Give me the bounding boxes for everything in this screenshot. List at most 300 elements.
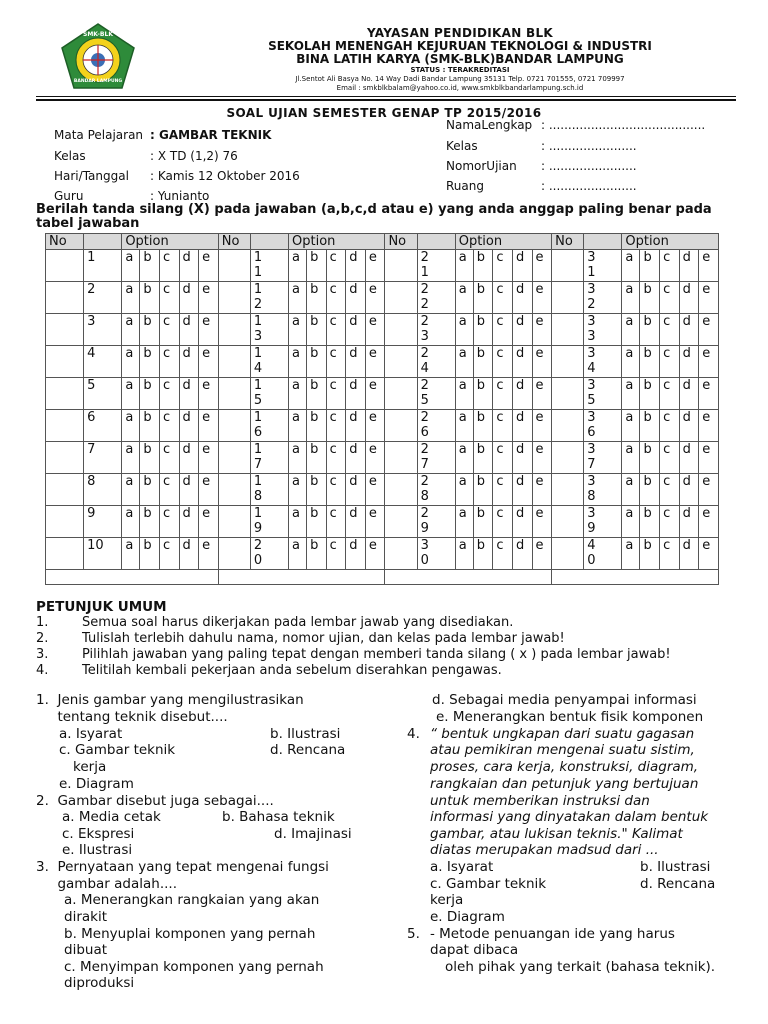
question-number: 7 <box>84 442 122 474</box>
answer-blank-cell[interactable] <box>46 282 84 314</box>
question-number: 4 <box>84 346 122 378</box>
option-cell-d[interactable]: d <box>679 442 699 474</box>
option-cell-e[interactable]: e <box>532 442 552 474</box>
option-cell-e[interactable]: e <box>699 250 719 282</box>
option-cell-a[interactable]: a <box>122 442 140 474</box>
option-cell-c[interactable]: c <box>159 538 179 570</box>
option-cell-b[interactable]: b <box>140 538 160 570</box>
option-cell-b[interactable]: b <box>473 250 493 282</box>
option-cell-e[interactable]: e <box>365 474 385 506</box>
option-cell-a[interactable]: a <box>289 442 307 474</box>
option-cell-c[interactable]: c <box>326 410 346 442</box>
option-cell-b[interactable]: b <box>307 474 327 506</box>
header-no: No <box>552 234 584 250</box>
q4-opt-c: c. Gambar teknik <box>430 876 547 892</box>
option-cell-d[interactable]: d <box>346 346 366 378</box>
option-cell-c[interactable]: c <box>660 474 680 506</box>
info-left-value-0: : GAMBAR TEKNIK <box>150 128 272 142</box>
option-cell-c[interactable]: c <box>660 378 680 410</box>
option-cell-b[interactable]: b <box>307 410 327 442</box>
option-cell-c[interactable]: c <box>159 250 179 282</box>
option-cell-b[interactable]: b <box>307 250 327 282</box>
option-cell-e[interactable]: e <box>532 410 552 442</box>
option-cell-b[interactable]: b <box>307 378 327 410</box>
answer-blank-cell[interactable] <box>385 538 417 570</box>
logo-top-text: SMK-BLK <box>83 31 113 38</box>
option-cell-a[interactable]: a <box>622 506 640 538</box>
option-cell-b[interactable]: b <box>640 442 660 474</box>
option-cell-d[interactable]: d <box>179 410 199 442</box>
answer-blank-cell[interactable] <box>46 506 84 538</box>
option-cell-b[interactable]: b <box>640 250 660 282</box>
option-cell-c[interactable]: c <box>493 410 513 442</box>
answer-blank-cell[interactable] <box>218 282 250 314</box>
option-cell-e[interactable]: e <box>532 378 552 410</box>
answer-blank-cell[interactable] <box>46 378 84 410</box>
answer-blank-cell[interactable] <box>218 314 250 346</box>
answer-blank-cell[interactable] <box>385 250 417 282</box>
option-cell-c[interactable]: c <box>159 474 179 506</box>
option-cell-c[interactable]: c <box>493 378 513 410</box>
answer-blank-cell[interactable] <box>218 410 250 442</box>
option-cell-c[interactable]: c <box>326 250 346 282</box>
answer-blank-cell[interactable] <box>552 250 584 282</box>
info-right-value-2: : ....................... <box>541 159 637 173</box>
answer-blank-cell[interactable] <box>218 474 250 506</box>
answer-blank-cell[interactable] <box>46 442 84 474</box>
table-row <box>46 410 719 442</box>
option-cell-e[interactable]: e <box>365 250 385 282</box>
option-cell-b[interactable]: b <box>307 442 327 474</box>
option-cell-e[interactable]: e <box>532 506 552 538</box>
answer-blank-cell[interactable] <box>218 538 250 570</box>
answer-blank-cell[interactable] <box>385 346 417 378</box>
option-cell-a[interactable]: a <box>455 442 473 474</box>
option-cell-c[interactable]: c <box>660 250 680 282</box>
option-cell-a[interactable]: a <box>122 506 140 538</box>
header-foundation: YAYASAN PENDIDIKAN BLK <box>366 26 554 40</box>
option-cell-d[interactable]: d <box>346 538 366 570</box>
answer-blank-cell[interactable] <box>552 442 584 474</box>
question-number: 3 1 <box>584 250 622 282</box>
option-cell-d[interactable]: d <box>179 250 199 282</box>
option-cell-d[interactable]: d <box>179 506 199 538</box>
answer-blank-cell[interactable] <box>46 314 84 346</box>
option-cell-b[interactable]: b <box>140 250 160 282</box>
table-row <box>46 250 719 282</box>
option-cell-a[interactable]: a <box>122 474 140 506</box>
option-cell-b[interactable]: b <box>307 506 327 538</box>
petunjuk-text-2: Pilihlah jawaban yang paling tepat dengan memberi tanda silang ( x ) pada lembar jawab! <box>82 647 671 662</box>
option-cell-b[interactable]: b <box>473 538 493 570</box>
option-cell-b[interactable]: b <box>140 506 160 538</box>
option-cell-c[interactable]: c <box>493 538 513 570</box>
option-cell-a[interactable]: a <box>622 410 640 442</box>
option-cell-d[interactable]: d <box>679 250 699 282</box>
option-cell-d[interactable]: d <box>512 538 532 570</box>
option-cell-c[interactable]: c <box>326 474 346 506</box>
question-number: 2 <box>84 282 122 314</box>
header-divider-2 <box>36 99 736 101</box>
option-cell-e[interactable]: e <box>365 442 385 474</box>
answer-blank-cell[interactable] <box>552 346 584 378</box>
option-cell-d[interactable]: d <box>512 506 532 538</box>
answer-blank-cell[interactable] <box>385 282 417 314</box>
option-cell-c[interactable]: c <box>326 442 346 474</box>
option-cell-b[interactable]: b <box>307 282 327 314</box>
option-cell-a[interactable]: a <box>289 282 307 314</box>
option-cell-a[interactable]: a <box>455 282 473 314</box>
q1-line2: tentang teknik disebut.... <box>36 709 228 725</box>
option-cell-e[interactable]: e <box>532 538 552 570</box>
option-cell-b[interactable]: b <box>140 410 160 442</box>
option-cell-b[interactable]: b <box>473 378 493 410</box>
option-cell-e[interactable]: e <box>699 506 719 538</box>
answer-blank-cell[interactable] <box>385 378 417 410</box>
option-cell-d[interactable]: d <box>679 314 699 346</box>
question-number: 2 7 <box>417 442 455 474</box>
option-cell-b[interactable]: b <box>640 506 660 538</box>
answer-blank-cell[interactable] <box>385 474 417 506</box>
option-cell-b[interactable]: b <box>640 282 660 314</box>
option-cell-c[interactable]: c <box>159 282 179 314</box>
option-cell-c[interactable]: c <box>159 346 179 378</box>
option-cell-d[interactable]: d <box>179 442 199 474</box>
petunjuk-text-0: Semua soal harus dikerjakan pada lembar jawab yang disediakan. <box>82 615 514 630</box>
option-cell-e[interactable]: e <box>699 410 719 442</box>
option-cell-e[interactable]: e <box>699 282 719 314</box>
question-number: 2 4 <box>417 346 455 378</box>
option-cell-e[interactable]: e <box>199 314 219 346</box>
option-cell-b[interactable]: b <box>140 378 160 410</box>
table-row <box>46 314 719 346</box>
question-number: 3 4 <box>584 346 622 378</box>
option-cell-e[interactable]: e <box>199 282 219 314</box>
option-cell-c[interactable]: c <box>660 410 680 442</box>
q4-line6: informasi yang dinyatakan dalam bentuk <box>430 809 709 825</box>
question-number: 3 7 <box>584 442 622 474</box>
header-no: No <box>385 234 417 250</box>
option-cell-b[interactable]: b <box>640 314 660 346</box>
option-cell-e[interactable]: e <box>699 538 719 570</box>
answer-blank-cell[interactable] <box>46 538 84 570</box>
option-cell-c[interactable]: c <box>159 506 179 538</box>
info-left-label-0: Mata Pelajaran <box>54 128 144 142</box>
q1-opt-d: d. Rencana <box>270 742 346 758</box>
option-cell-d[interactable]: d <box>179 378 199 410</box>
answer-blank-cell[interactable] <box>552 410 584 442</box>
q4-line4: rangkaian dan petunjuk yang bertujuan <box>430 776 699 792</box>
option-cell-d[interactable]: d <box>346 410 366 442</box>
option-cell-b[interactable]: b <box>307 314 327 346</box>
q3-opt-b-cont: dibuat <box>64 942 108 958</box>
option-cell-b[interactable]: b <box>307 346 327 378</box>
option-cell-d[interactable]: d <box>179 538 199 570</box>
option-cell-c[interactable]: c <box>493 346 513 378</box>
option-cell-c[interactable]: c <box>493 442 513 474</box>
option-cell-d[interactable]: d <box>679 378 699 410</box>
option-cell-d[interactable]: d <box>179 346 199 378</box>
option-cell-b[interactable]: b <box>473 314 493 346</box>
option-cell-d[interactable]: d <box>179 282 199 314</box>
option-cell-d[interactable]: d <box>679 474 699 506</box>
q3-opt-e: e. Menerangkan bentuk fisik komponen <box>436 709 704 725</box>
answer-blank-cell[interactable] <box>46 474 84 506</box>
option-cell-a[interactable]: a <box>455 538 473 570</box>
option-cell-a[interactable]: a <box>289 474 307 506</box>
header-spacer <box>584 234 622 250</box>
option-cell-e[interactable]: e <box>199 506 219 538</box>
option-cell-d[interactable]: d <box>512 314 532 346</box>
answer-blank-cell[interactable] <box>385 410 417 442</box>
info-right-label-1: Kelas <box>446 139 478 153</box>
option-cell-b[interactable]: b <box>640 378 660 410</box>
option-cell-d[interactable]: d <box>512 250 532 282</box>
footer-cell <box>552 570 719 585</box>
header-no: No <box>46 234 84 250</box>
option-cell-c[interactable]: c <box>159 314 179 346</box>
option-cell-e[interactable]: e <box>365 538 385 570</box>
petunjuk-num-0: 1. <box>36 615 49 630</box>
answer-blank-cell[interactable] <box>46 346 84 378</box>
option-cell-a[interactable]: a <box>622 442 640 474</box>
option-cell-e[interactable]: e <box>699 346 719 378</box>
option-cell-b[interactable]: b <box>140 346 160 378</box>
question-number: 2 5 <box>417 378 455 410</box>
option-cell-b[interactable]: b <box>473 346 493 378</box>
question-number: 1 3 <box>250 314 288 346</box>
q5-line2: dapat dibaca <box>430 942 519 958</box>
option-cell-c[interactable]: c <box>660 282 680 314</box>
answer-blank-cell[interactable] <box>218 506 250 538</box>
option-cell-d[interactable]: d <box>679 282 699 314</box>
option-cell-a[interactable]: a <box>289 538 307 570</box>
answer-blank-cell[interactable] <box>385 442 417 474</box>
option-cell-b[interactable]: b <box>473 506 493 538</box>
question-number: 3 0 <box>417 538 455 570</box>
option-cell-d[interactable]: d <box>512 474 532 506</box>
q2-opt-d: d. Imajinasi <box>274 826 352 842</box>
q4-line5: untuk memberikan instruksi dan <box>430 793 650 809</box>
q3-line1: 3. Pernyataan yang tepat mengenai fungsi <box>36 859 329 875</box>
option-cell-a[interactable]: a <box>455 346 473 378</box>
option-cell-c[interactable]: c <box>159 442 179 474</box>
option-cell-e[interactable]: e <box>365 378 385 410</box>
option-cell-e[interactable]: e <box>532 282 552 314</box>
option-cell-b[interactable]: b <box>473 474 493 506</box>
option-cell-e[interactable]: e <box>532 250 552 282</box>
option-cell-a[interactable]: a <box>622 314 640 346</box>
option-cell-a[interactable]: a <box>289 506 307 538</box>
option-cell-c[interactable]: c <box>159 410 179 442</box>
question-number: 1 9 <box>250 506 288 538</box>
option-cell-c[interactable]: c <box>326 378 346 410</box>
option-cell-a[interactable]: a <box>455 250 473 282</box>
option-cell-c[interactable]: c <box>493 250 513 282</box>
question-number: 1 1 <box>250 250 288 282</box>
option-cell-a[interactable]: a <box>122 410 140 442</box>
option-cell-e[interactable]: e <box>199 378 219 410</box>
option-cell-d[interactable]: d <box>512 410 532 442</box>
option-cell-e[interactable]: e <box>199 410 219 442</box>
option-cell-d[interactable]: d <box>679 506 699 538</box>
option-cell-a[interactable]: a <box>122 250 140 282</box>
option-cell-d[interactable]: d <box>346 378 366 410</box>
answer-blank-cell[interactable] <box>218 346 250 378</box>
question-number: 2 1 <box>417 250 455 282</box>
option-cell-a[interactable]: a <box>622 378 640 410</box>
option-cell-d[interactable]: d <box>346 474 366 506</box>
option-cell-e[interactable]: e <box>199 474 219 506</box>
option-cell-e[interactable]: e <box>532 474 552 506</box>
header-divider <box>36 96 736 97</box>
option-cell-c[interactable]: c <box>493 474 513 506</box>
option-cell-e[interactable]: e <box>699 378 719 410</box>
option-cell-c[interactable]: c <box>493 314 513 346</box>
option-cell-e[interactable]: e <box>365 282 385 314</box>
header-spacer <box>417 234 455 250</box>
option-cell-d[interactable]: d <box>179 314 199 346</box>
option-cell-a[interactable]: a <box>289 250 307 282</box>
option-cell-a[interactable]: a <box>455 474 473 506</box>
option-cell-c[interactable]: c <box>159 378 179 410</box>
option-cell-e[interactable]: e <box>365 410 385 442</box>
option-cell-e[interactable]: e <box>365 506 385 538</box>
option-cell-d[interactable]: d <box>346 506 366 538</box>
question-number: 4 0 <box>584 538 622 570</box>
option-cell-b[interactable]: b <box>473 442 493 474</box>
answer-blank-cell[interactable] <box>218 250 250 282</box>
option-cell-d[interactable]: d <box>346 250 366 282</box>
option-cell-c[interactable]: c <box>660 314 680 346</box>
answer-blank-cell[interactable] <box>552 314 584 346</box>
option-cell-b[interactable]: b <box>640 474 660 506</box>
q4-opt-c-cont: kerja <box>430 892 464 908</box>
option-cell-b[interactable]: b <box>140 282 160 314</box>
info-left-label-2: Hari/Tanggal <box>54 169 129 183</box>
answer-blank-cell[interactable] <box>46 250 84 282</box>
option-cell-b[interactable]: b <box>640 346 660 378</box>
option-cell-e[interactable]: e <box>199 538 219 570</box>
option-cell-b[interactable]: b <box>640 538 660 570</box>
option-cell-c[interactable]: c <box>326 506 346 538</box>
answer-blank-cell[interactable] <box>218 442 250 474</box>
option-cell-b[interactable]: b <box>640 410 660 442</box>
petunjuk-title: PETUNJUK UMUM <box>36 599 167 615</box>
option-cell-a[interactable]: a <box>289 410 307 442</box>
answer-blank-cell[interactable] <box>552 506 584 538</box>
option-cell-b[interactable]: b <box>473 282 493 314</box>
option-cell-a[interactable]: a <box>622 250 640 282</box>
option-cell-d[interactable]: d <box>179 474 199 506</box>
option-cell-c[interactable]: c <box>326 538 346 570</box>
option-cell-a[interactable]: a <box>622 282 640 314</box>
option-cell-b[interactable]: b <box>473 410 493 442</box>
option-cell-e[interactable]: e <box>699 474 719 506</box>
answer-blank-cell[interactable] <box>385 314 417 346</box>
option-cell-a[interactable]: a <box>289 346 307 378</box>
option-cell-a[interactable]: a <box>455 410 473 442</box>
option-cell-e[interactable]: e <box>365 314 385 346</box>
option-cell-a[interactable]: a <box>455 378 473 410</box>
option-cell-d[interactable]: d <box>512 442 532 474</box>
answer-blank-cell[interactable] <box>552 378 584 410</box>
answer-blank-cell[interactable] <box>46 410 84 442</box>
petunjuk-num-1: 2. <box>36 631 49 646</box>
option-cell-a[interactable]: a <box>455 314 473 346</box>
answer-blank-cell[interactable] <box>552 474 584 506</box>
option-cell-c[interactable]: c <box>493 282 513 314</box>
option-cell-d[interactable]: d <box>679 410 699 442</box>
option-cell-a[interactable]: a <box>455 506 473 538</box>
option-cell-e[interactable]: e <box>199 442 219 474</box>
option-cell-d[interactable]: d <box>346 282 366 314</box>
option-cell-e[interactable]: e <box>699 442 719 474</box>
option-cell-c[interactable]: c <box>660 442 680 474</box>
option-cell-a[interactable]: a <box>122 346 140 378</box>
q5-line3: oleh pihak yang terkait (bahasa teknik). <box>445 959 716 975</box>
q4-number: 4. <box>407 726 420 742</box>
table-row <box>46 346 719 378</box>
option-cell-d[interactable]: d <box>346 314 366 346</box>
option-cell-a[interactable]: a <box>289 314 307 346</box>
option-cell-a[interactable]: a <box>622 474 640 506</box>
option-cell-e[interactable]: e <box>532 346 552 378</box>
info-left-label-1: Kelas <box>54 149 86 163</box>
option-cell-c[interactable]: c <box>660 506 680 538</box>
option-cell-c[interactable]: c <box>326 314 346 346</box>
option-cell-a[interactable]: a <box>622 346 640 378</box>
answer-blank-cell[interactable] <box>552 538 584 570</box>
option-cell-d[interactable]: d <box>512 378 532 410</box>
option-cell-c[interactable]: c <box>326 346 346 378</box>
option-cell-e[interactable]: e <box>199 250 219 282</box>
option-cell-a[interactable]: a <box>122 314 140 346</box>
answer-blank-cell[interactable] <box>385 506 417 538</box>
option-cell-d[interactable]: d <box>679 538 699 570</box>
option-cell-e[interactable]: e <box>699 314 719 346</box>
option-cell-e[interactable]: e <box>199 346 219 378</box>
q1-opt-c-cont: kerja <box>73 759 107 775</box>
option-cell-c[interactable]: c <box>326 282 346 314</box>
option-cell-d[interactable]: d <box>512 346 532 378</box>
answer-blank-cell[interactable] <box>552 282 584 314</box>
option-cell-e[interactable]: e <box>532 314 552 346</box>
option-cell-b[interactable]: b <box>140 474 160 506</box>
option-cell-c[interactable]: c <box>660 538 680 570</box>
option-cell-e[interactable]: e <box>365 346 385 378</box>
option-cell-b[interactable]: b <box>140 442 160 474</box>
table-row <box>46 442 719 474</box>
option-cell-b[interactable]: b <box>307 538 327 570</box>
option-cell-d[interactable]: d <box>346 442 366 474</box>
option-cell-a[interactable]: a <box>122 282 140 314</box>
option-cell-b[interactable]: b <box>140 314 160 346</box>
option-cell-a[interactable]: a <box>289 378 307 410</box>
option-cell-a[interactable]: a <box>122 538 140 570</box>
info-left-value-3: : Yunianto <box>150 189 210 203</box>
q4-opt-e: e. Diagram <box>430 909 505 925</box>
option-cell-d[interactable]: d <box>679 346 699 378</box>
option-cell-a[interactable]: a <box>622 538 640 570</box>
answer-blank-cell[interactable] <box>218 378 250 410</box>
option-cell-c[interactable]: c <box>660 346 680 378</box>
header-option: Option <box>122 234 218 250</box>
option-cell-a[interactable]: a <box>122 378 140 410</box>
option-cell-c[interactable]: c <box>493 506 513 538</box>
option-cell-d[interactable]: d <box>512 282 532 314</box>
question-number: 1 7 <box>250 442 288 474</box>
